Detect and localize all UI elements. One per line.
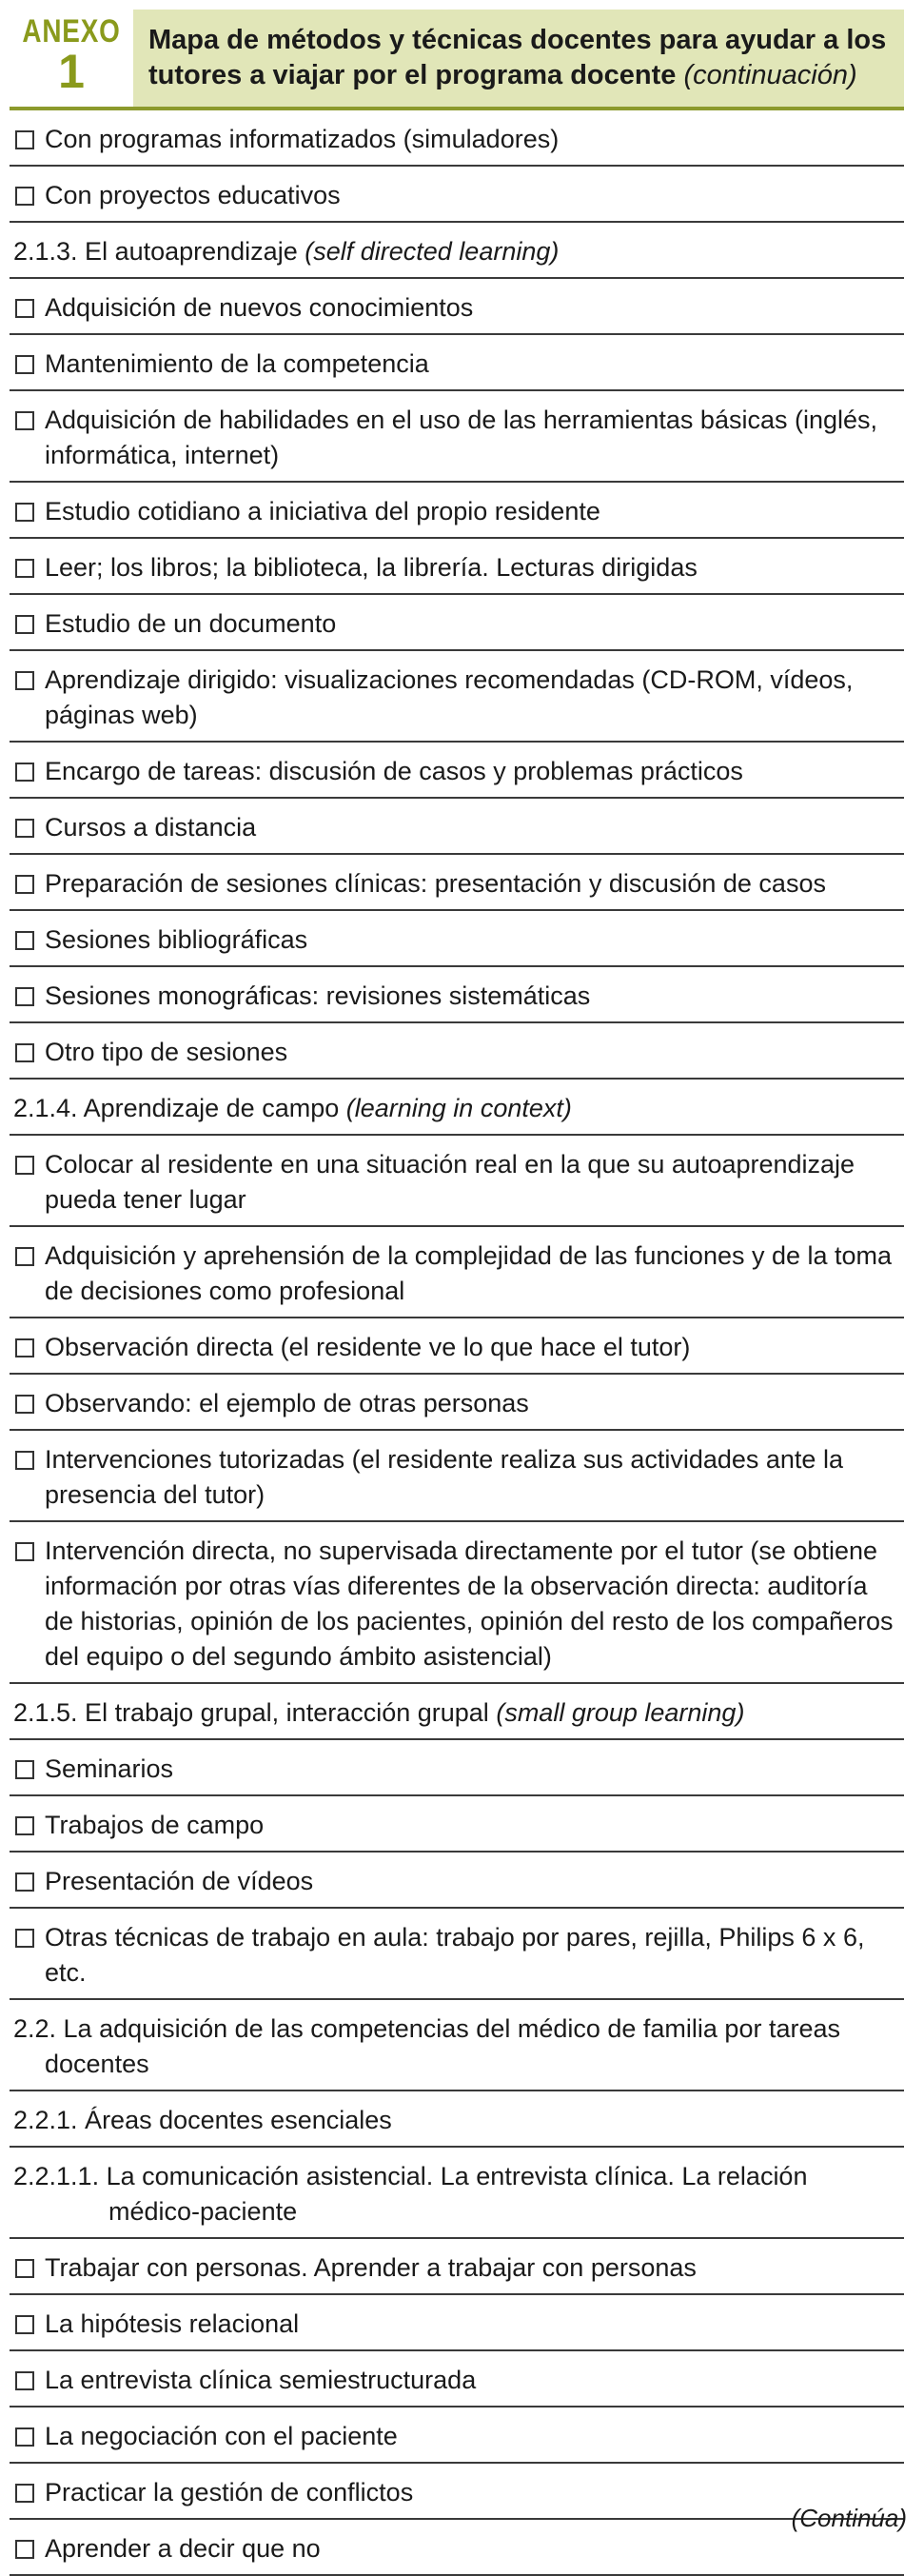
checklist-item-label: Otro tipo de sesiones: [45, 1038, 288, 1066]
checkbox-icon[interactable]: [15, 615, 34, 634]
checklist-item[interactable]: [10, 1853, 904, 1909]
checkbox-icon[interactable]: [15, 2540, 34, 2559]
checkbox-icon[interactable]: [15, 1542, 34, 1561]
section-heading-label: 2.1.3. El autoaprendizaje: [13, 237, 298, 266]
checklist-item[interactable]: [10, 167, 904, 223]
section-heading-text: [10, 2159, 900, 2229]
checkbox-icon[interactable]: [15, 1338, 34, 1357]
checkbox-icon[interactable]: [15, 187, 34, 206]
checklist-item-label: Estudio cotidiano a iniciativa del propio residente: [45, 497, 600, 525]
checklist-item-label: Observación directa (el residente ve lo que hace el tutor): [45, 1333, 691, 1361]
section-heading-label: 2.1.5. El trabajo grupal, interacción grupal: [13, 1698, 489, 1727]
checkbox-icon[interactable]: [15, 987, 34, 1006]
checkbox-icon[interactable]: [15, 2259, 34, 2278]
checklist-item[interactable]: [10, 2239, 904, 2295]
checklist-item[interactable]: [10, 483, 904, 539]
annex-label: ANEXO: [22, 13, 121, 50]
checkbox-icon[interactable]: [15, 1873, 34, 1892]
checklist-item-label: Encargo de tareas: discusión de casos y problemas prácticos: [45, 757, 743, 785]
section-heading-text: [10, 1695, 900, 1731]
checklist-item-label: Aprender a decir que no: [45, 2534, 321, 2563]
section-heading-english: (small group learning): [496, 1698, 745, 1727]
checklist-item[interactable]: [10, 855, 904, 911]
checkbox-icon[interactable]: [15, 1395, 34, 1414]
annex-title-text: Mapa de métodos y técnicas docentes para ayudar a los tutores a viajar por el programa docente: [148, 25, 887, 90]
checklist-item[interactable]: [10, 1375, 904, 1431]
checkbox-icon[interactable]: [15, 1929, 34, 1948]
checkbox-icon[interactable]: [15, 1247, 34, 1266]
section-heading-label: 2.1.4. Aprendizaje de campo: [13, 1094, 340, 1122]
section-heading-line1: 2.2.1.1. La comunicación asistencial. La entrevista clínica. La relación: [13, 2162, 808, 2190]
checklist-item[interactable]: [10, 1796, 904, 1853]
checklist-item[interactable]: [10, 1023, 904, 1080]
checklist-item[interactable]: [10, 110, 904, 167]
checklist-item[interactable]: [10, 743, 904, 799]
checkbox-icon[interactable]: [15, 2484, 34, 2503]
checklist-item[interactable]: [10, 1522, 904, 1684]
checkbox-icon[interactable]: [15, 130, 34, 149]
section-heading-english: (self directed learning): [305, 237, 560, 266]
checklist-item[interactable]: [10, 595, 904, 651]
checklist-item[interactable]: [10, 967, 904, 1023]
section-heading-text: [10, 234, 900, 269]
section-heading: [10, 2091, 904, 2148]
section-heading: [10, 1684, 904, 1740]
checklist-item[interactable]: [10, 539, 904, 595]
checklist-item-label: Mantenimiento de la competencia: [45, 349, 429, 378]
checklist-item-label: Observando: el ejemplo de otras personas: [45, 1389, 529, 1417]
checkbox-icon[interactable]: [15, 2371, 34, 2390]
checklist-item-label: Trabajar con personas. Aprender a trabajar con personas: [45, 2253, 697, 2282]
checklist-item[interactable]: [10, 279, 904, 335]
checkbox-icon[interactable]: [15, 299, 34, 318]
continues-note: (Continúa): [791, 2504, 907, 2532]
checklist-item[interactable]: [10, 799, 904, 855]
checklist-item-label: Estudio de un documento: [45, 609, 337, 638]
section-heading: [10, 2148, 904, 2239]
checklist-item-label: Preparación de sesiones clínicas: presentación y discusión de casos: [45, 869, 826, 898]
checklist-item-label: La hipótesis relacional: [45, 2309, 300, 2338]
checklist-item[interactable]: [10, 1740, 904, 1796]
methods-list: [10, 110, 904, 2576]
checklist-item-label: Practicar la gestión de conflictos: [45, 2478, 414, 2507]
checkbox-icon[interactable]: [15, 355, 34, 374]
checkbox-icon[interactable]: [15, 2315, 34, 2334]
checklist-item[interactable]: [10, 2408, 904, 2464]
checkbox-icon[interactable]: [15, 1043, 34, 1062]
section-heading-text: [10, 1091, 900, 1126]
checklist-item-label: Adquisición de nuevos conocimientos: [45, 293, 474, 322]
checklist-item-label: Trabajos de campo: [45, 1811, 265, 1839]
checklist-item-label: La negociación con el paciente: [45, 2422, 398, 2450]
checkbox-icon[interactable]: [15, 1156, 34, 1175]
checklist-item-label: Adquisición de habilidades en el uso de las herramientas básicas (inglés, informática, internet): [45, 406, 878, 469]
checklist-item-label: Sesiones bibliográficas: [45, 925, 308, 954]
checkbox-icon[interactable]: [15, 931, 34, 950]
checklist-item[interactable]: [10, 1909, 904, 2000]
annex-title-suffix: (continuación): [683, 60, 857, 90]
annex-badge: [10, 10, 133, 107]
checklist-item-label: Intervenciones tutorizadas (el residente realiza sus actividades ante la presencia del tutor): [45, 1445, 843, 1509]
checklist-item-label: Con proyectos educativos: [45, 181, 341, 209]
section-heading-text: [10, 2011, 900, 2082]
checkbox-icon[interactable]: [15, 2427, 34, 2447]
checkbox-icon[interactable]: [15, 1451, 34, 1470]
section-heading: [10, 2000, 904, 2091]
annex-number: 1: [58, 45, 85, 98]
checklist-item[interactable]: [10, 335, 904, 391]
checkbox-icon[interactable]: [15, 411, 34, 430]
section-heading-line2: docentes: [45, 2050, 149, 2078]
checklist-item[interactable]: [10, 2295, 904, 2351]
checklist-item-label: Aprendizaje dirigido: visualizaciones recomendadas (CD-ROM, vídeos, páginas web): [45, 665, 854, 729]
checklist-item-label: Seminarios: [45, 1754, 174, 1783]
checklist-item[interactable]: [10, 391, 904, 483]
checklist-item[interactable]: [10, 911, 904, 967]
checkbox-icon[interactable]: [15, 763, 34, 782]
checkbox-icon[interactable]: [15, 671, 34, 690]
checklist-item-label: Con programas informatizados (simuladores): [45, 125, 560, 153]
checklist-item[interactable]: [10, 1431, 904, 1522]
annex-title: [133, 10, 904, 107]
section-heading-line1: 2.2. La adquisición de las competencias del médico de familia por tareas: [13, 2014, 840, 2043]
checkbox-icon[interactable]: [15, 875, 34, 894]
document-page: [10, 10, 904, 2576]
section-heading-english: (learning in context): [345, 1094, 572, 1122]
checkbox-icon[interactable]: [15, 503, 34, 522]
section-heading-text: [10, 2103, 900, 2138]
checklist-item[interactable]: [10, 2464, 904, 2520]
checklist-item-label: Sesiones monográficas: revisiones sistemáticas: [45, 981, 591, 1010]
checklist-item-label: Leer; los libros; la biblioteca, la librería. Lecturas dirigidas: [45, 553, 698, 582]
checklist-item-label: Intervención directa, no supervisada directamente por el tutor (se obtiene información por otras vías diferentes de la observación directa: auditoría de historias, opinión de los pacientes, opinión del resto de los compañeros del equipo o del segundo ámbito asistencial): [45, 1536, 894, 1671]
section-heading: [10, 1080, 904, 1136]
checklist-item[interactable]: [10, 1318, 904, 1375]
checklist-item-label: Presentación de vídeos: [45, 1867, 314, 1895]
checklist-item[interactable]: [10, 1227, 904, 1318]
checkbox-icon[interactable]: [15, 1816, 34, 1835]
checklist-item-label: Otras técnicas de trabajo en aula: trabajo por pares, rejilla, Philips 6 x 6, etc.: [45, 1923, 865, 1987]
checklist-item-label: La entrevista clínica semiestructurada: [45, 2366, 477, 2394]
checklist-item[interactable]: [10, 2351, 904, 2408]
checklist-item-label: Cursos a distancia: [45, 813, 257, 842]
checkbox-icon[interactable]: [15, 1760, 34, 1779]
section-heading-label: 2.2.1. Áreas docentes esenciales: [13, 2106, 392, 2134]
checklist-item[interactable]: [10, 651, 904, 743]
checklist-item[interactable]: [10, 2520, 904, 2576]
checklist-item-label: Adquisición y aprehensión de la complejidad de las funciones y de la toma de decisiones como profesional: [45, 1241, 893, 1305]
section-heading-line2: médico-paciente: [108, 2197, 298, 2226]
checkbox-icon[interactable]: [15, 819, 34, 838]
section-heading: [10, 223, 904, 279]
checklist-item[interactable]: [10, 1136, 904, 1227]
checkbox-icon[interactable]: [15, 559, 34, 578]
checklist-item-label: Colocar al residente en una situación real en la que su autoaprendizaje pueda tener lugar: [45, 1150, 855, 1214]
annex-header: [10, 10, 904, 110]
